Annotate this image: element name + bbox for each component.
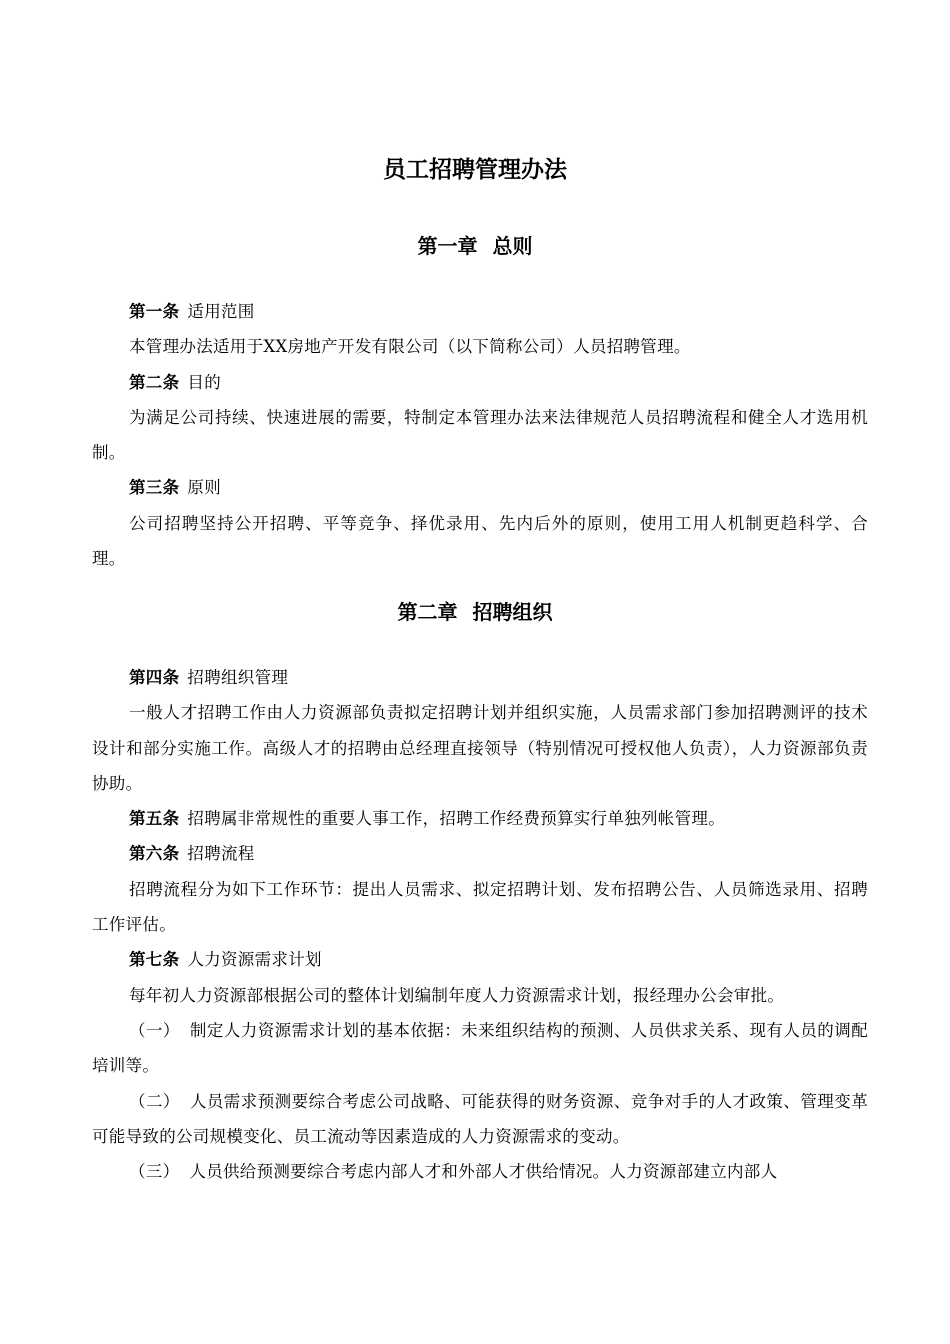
article-label: 第二条 bbox=[129, 372, 180, 392]
list-text: 制定人力资源需求计划的基本依据：未来组织结构的预测、人员供求关系、现有人员的调配培训等。 bbox=[92, 1020, 868, 1076]
paragraph: 公司招聘坚持公开招聘、平等竞争、择优录用、先内后外的原则，使用工用人机制更趋科学、合理。 bbox=[92, 513, 868, 569]
list-number: （三） bbox=[129, 1162, 180, 1182]
article-label: 第一条 bbox=[129, 302, 180, 321]
article-3 bbox=[92, 470, 868, 505]
paragraph: 每年初人力资源部根据公司的整体计划编制年度人力资源需求计划，报经理办公会审批。 bbox=[129, 985, 785, 1005]
article-label: 第三条 bbox=[129, 478, 180, 498]
chapter-2-heading: 第二章 招聘组织 bbox=[397, 600, 553, 624]
article-2 bbox=[92, 365, 868, 400]
list-text: 人员供给预测要综合考虑内部人才和外部人才供给情况。人力资源部建立内部人 bbox=[189, 1162, 778, 1182]
article-heading: 招聘属非常规性的重要人事工作，招聘工作经费预算实行单独列帐管理。 bbox=[187, 809, 726, 829]
list-item bbox=[92, 1013, 868, 1084]
article-6 bbox=[92, 836, 868, 871]
article-7 bbox=[92, 942, 868, 977]
article-label: 第六条 bbox=[129, 844, 180, 864]
article-heading: 适用范围 bbox=[187, 302, 255, 321]
paragraph: 本管理办法适用于XX房地产开发有限公司（以下简称公司）人员招聘管理。 bbox=[129, 337, 691, 357]
chapter-2-body bbox=[92, 660, 868, 1189]
list-text: 人员需求预测要综合考虑公司战略、可能获得的财务资源、竞争对手的人才政策、管理变革可能导致的公司规模变化、员工流动等因素造成的人力资源需求的变动。 bbox=[92, 1091, 868, 1146]
paragraph: 一般人才招聘工作由人力资源部负责拟定招聘计划并组织实施，人员需求部门参加招聘测评的技术设计和部分实施工作。高级人才的招聘由总经理直接领导（特别情况可授权他人负责），人力资源部负责协助。 bbox=[92, 703, 868, 793]
list-number: （二） bbox=[129, 1091, 180, 1111]
article-1 bbox=[92, 294, 868, 329]
article-4 bbox=[92, 660, 868, 695]
article-heading: 招聘组织管理 bbox=[187, 668, 289, 687]
article-label: 第四条 bbox=[129, 668, 180, 687]
article-label: 第七条 bbox=[129, 950, 180, 970]
list-item bbox=[92, 1154, 868, 1189]
document-title: 员工招聘管理办法 bbox=[383, 157, 567, 183]
article-label: 第五条 bbox=[129, 809, 180, 829]
article-heading: 招聘流程 bbox=[187, 844, 255, 864]
chapter-1-heading: 第一章 总则 bbox=[417, 234, 533, 258]
paragraph: 招聘流程分为如下工作环节：提出人员需求、拟定招聘计划、发布招聘公告、人员筛选录用、招聘工作评估。 bbox=[92, 879, 868, 935]
chapter-1-body bbox=[92, 294, 868, 576]
list-number: （一） bbox=[129, 1020, 180, 1040]
paragraph: 为满足公司持续、快速进展的需要，特制定本管理办法来法律规范人员招聘流程和健全人才选用机制。 bbox=[92, 407, 868, 463]
article-heading: 人力资源需求计划 bbox=[187, 950, 322, 970]
article-heading: 目的 bbox=[187, 372, 222, 392]
list-item bbox=[92, 1084, 868, 1155]
article-heading: 原则 bbox=[187, 478, 222, 498]
article-5 bbox=[92, 801, 868, 836]
